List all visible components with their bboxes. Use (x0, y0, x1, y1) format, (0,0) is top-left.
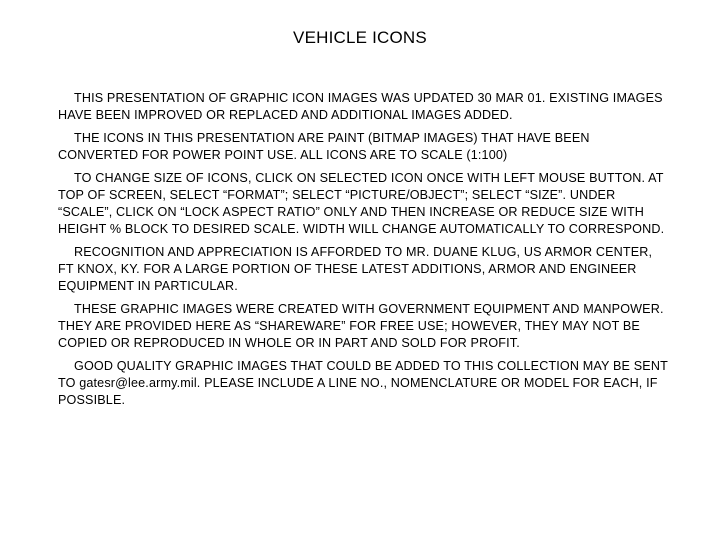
paragraph-contact: GOOD QUALITY GRAPHIC IMAGES THAT COULD BE ADDED TO THIS COLLECTION MAY BE SENT TO gatesr@lee.army.mil. PLEASE INCLUDE A LINE NO., NOMENCLATURE OR MODEL FOR EACH, IF POSSIBLE. (58, 359, 668, 407)
paragraph-usage-terms: THESE GRAPHIC IMAGES WERE CREATED WITH GOVERNMENT EQUIPMENT AND MANPOWER. THEY ARE PROVIDED HERE AS “SHAREWARE” FOR FREE USE; HOWEVER, THEY MAY NOT BE COPIED OR REPRODUCED IN WHOLE OR IN PART AND SOLD FOR PROFIT. (58, 302, 664, 350)
page-title: VEHICLE ICONS (293, 28, 427, 47)
paragraph-resize-instructions: TO CHANGE SIZE OF ICONS, CLICK ON SELECTED ICON ONCE WITH LEFT MOUSE BUTTON. AT TOP OF SCREEN, SELECT “FORMAT”; SELECT “PICTURE/OBJECT”; SELECT “SIZE”. UNDER “SCALE”, CLICK ON “LOCK ASPECT RATIO” ONLY AND THEN INCREASE OR REDUCE SIZE WITH HEIGHT % BLOCK TO DESIRED SCALE. WIDTH WILL CHANGE AUTOMATICALLY TO CORRESPOND. (58, 171, 665, 236)
paragraph-acknowledgement: RECOGNITION AND APPRECIATION IS AFFORDED TO MR. DUANE KLUG, US ARMOR CENTER, FT KNOX, KY. FOR A LARGE PORTION OF THESE LATEST ADDITIONS, ARMOR AND ENGINEER EQUIPMENT IN PARTICULAR. (58, 245, 653, 293)
paragraph-bitmap-info: THE ICONS IN THIS PRESENTATION ARE PAINT (BITMAP IMAGES) THAT HAVE BEEN CONVERTED FOR POWER POINT USE. ALL ICONS ARE TO SCALE (1:100) (58, 131, 590, 162)
paragraph-update-notice: THIS PRESENTATION OF GRAPHIC ICON IMAGES WAS UPDATED 30 MAR 01. EXISTING IMAGES HAVE BEEN IMPROVED OR REPLACED AND ADDITIONAL IMAGES ADDED. (58, 91, 663, 122)
body-text (58, 90, 668, 415)
